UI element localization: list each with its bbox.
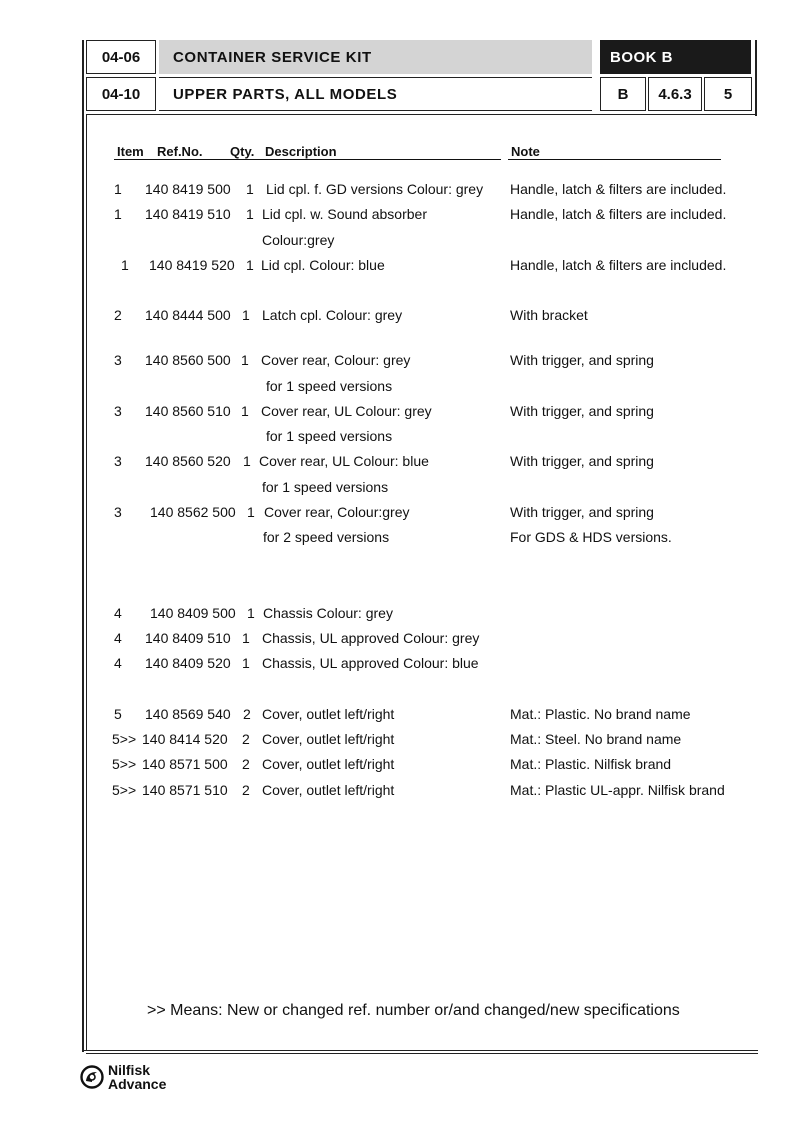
row-description: Lid cpl. w. Sound absorber <box>262 206 427 222</box>
row-qty: 1 <box>241 352 249 368</box>
row-ref-number: 140 8569 540 <box>145 706 231 722</box>
row-qty: 1 <box>246 181 254 197</box>
row-ref-number: 140 8444 500 <box>145 307 231 323</box>
row-description: Cover, outlet left/right <box>262 706 395 722</box>
frame-right-line <box>755 40 757 116</box>
header-code-2: 04-10 <box>86 77 156 111</box>
row-qty: 1 <box>246 206 254 222</box>
frame-left-line <box>82 40 84 1052</box>
row-description: Lid cpl. f. GD versions Colour: grey <box>266 181 484 197</box>
row-note: Handle, latch & filters are included. <box>510 257 727 273</box>
row-qty: 1 <box>243 453 251 469</box>
row-description: Cover rear, UL Colour: blue <box>259 453 429 469</box>
row-note: Handle, latch & filters are included. <box>510 206 727 222</box>
row-ref-number: 140 8414 520 <box>142 731 228 747</box>
row-qty: 2 <box>242 731 250 747</box>
row-description: for 1 speed versions <box>262 479 389 495</box>
row-note: With bracket <box>510 307 588 323</box>
row-ref-number: 140 8571 500 <box>142 756 228 772</box>
row-item: 1 <box>114 181 122 197</box>
page-cell: 5 <box>704 77 752 111</box>
row-ref-number: 140 8419 510 <box>145 206 231 222</box>
row-description: Chassis, UL approved Colour: grey <box>262 630 480 646</box>
row-description: Chassis Colour: grey <box>263 605 393 621</box>
book-label: BOOK B <box>600 40 751 74</box>
row-note: Mat.: Plastic. No brand name <box>510 706 691 722</box>
row-description: Chassis, UL approved Colour: blue <box>262 655 479 671</box>
row-item: 3 <box>114 453 122 469</box>
row-item: 4 <box>114 630 122 646</box>
row-description: Colour:grey <box>262 232 335 248</box>
row-description: Cover rear, Colour: grey <box>261 352 411 368</box>
row-item: 3 <box>114 504 122 520</box>
row-description: Cover, outlet left/right <box>262 756 395 772</box>
row-qty: 2 <box>242 756 250 772</box>
row-description: Cover rear, UL Colour: grey <box>261 403 432 419</box>
brand-line-1: Nilfisk <box>108 1062 151 1078</box>
row-item: 5 <box>114 706 122 722</box>
col-ref: Ref.No. <box>157 144 203 159</box>
row-note: With trigger, and spring <box>510 352 654 368</box>
row-description: Lid cpl. Colour: blue <box>261 257 385 273</box>
row-item: 2 <box>114 307 122 323</box>
row-qty: 1 <box>247 605 255 621</box>
row-item: 3 <box>114 352 122 368</box>
row-note: Mat.: Plastic. Nilfisk brand <box>510 756 672 772</box>
row-qty: 1 <box>241 403 249 419</box>
row-ref-number: 140 8562 500 <box>150 504 236 520</box>
header-title-2: UPPER PARTS, ALL MODELS <box>159 77 592 111</box>
frame-bottom-inner-line <box>86 1053 758 1054</box>
row-ref-number: 140 8409 510 <box>145 630 231 646</box>
row-item: 3 <box>114 403 122 419</box>
frame-top-line <box>86 114 756 115</box>
row-note: For GDS & HDS versions. <box>510 529 672 545</box>
row-ref-number: 140 8409 500 <box>150 605 236 621</box>
row-item: 4 <box>114 655 122 671</box>
row-note: With trigger, and spring <box>510 504 654 520</box>
header-underline-left <box>114 159 501 160</box>
row-note: With trigger, and spring <box>510 453 654 469</box>
number-cell: 4.6.3 <box>648 77 702 111</box>
row-ref-number: 140 8560 520 <box>145 453 231 469</box>
col-description: Description <box>265 144 337 159</box>
row-description: for 1 speed versions <box>266 378 393 394</box>
row-description: Latch cpl. Colour: grey <box>262 307 403 323</box>
row-qty: 2 <box>243 706 251 722</box>
row-note: Mat.: Steel. No brand name <box>510 731 682 747</box>
row-qty: 1 <box>242 630 250 646</box>
col-note: Note <box>511 144 540 159</box>
row-description: Cover rear, Colour:grey <box>264 504 410 520</box>
section-cell: B <box>600 77 646 111</box>
row-item: 5>> <box>112 756 137 772</box>
row-qty: 1 <box>242 655 250 671</box>
row-note: With trigger, and spring <box>510 403 654 419</box>
row-description: Cover, outlet left/right <box>262 782 395 798</box>
row-note: Handle, latch & filters are included. <box>510 181 727 197</box>
row-note: Mat.: Plastic UL-appr. Nilfisk brand <box>510 782 725 798</box>
brand-line-2: Advance <box>108 1076 167 1092</box>
col-item: Item <box>117 144 144 159</box>
row-ref-number: 140 8419 500 <box>145 181 231 197</box>
frame-left-inner-line <box>86 114 87 1050</box>
row-ref-number: 140 8560 500 <box>145 352 231 368</box>
brand-logo <box>80 1063 166 1091</box>
row-ref-number: 140 8560 510 <box>145 403 231 419</box>
frame-bottom-line <box>82 1050 758 1051</box>
row-description: for 2 speed versions <box>263 529 390 545</box>
nilfisk-logo-icon <box>80 1065 104 1089</box>
row-qty: 1 <box>246 257 254 273</box>
header-code-1: 04-06 <box>86 40 156 74</box>
row-qty: 2 <box>242 782 250 798</box>
row-description: Cover, outlet left/right <box>262 731 395 747</box>
legend-note: >> Means: New or changed ref. number or/and changed/new specifications <box>147 1002 680 1019</box>
header-title-1: CONTAINER SERVICE KIT <box>159 40 592 74</box>
row-ref-number: 140 8409 520 <box>145 655 231 671</box>
header-underline-note <box>508 159 721 160</box>
row-qty: 1 <box>247 504 255 520</box>
row-item: 1 <box>114 206 122 222</box>
row-item: 4 <box>114 605 122 621</box>
row-ref-number: 140 8419 520 <box>149 257 235 273</box>
row-description: for 1 speed versions <box>266 428 393 444</box>
row-ref-number: 140 8571 510 <box>142 782 228 798</box>
row-item: 5>> <box>112 731 137 747</box>
row-item: 5>> <box>112 782 137 798</box>
row-qty: 1 <box>242 307 250 323</box>
col-qty: Qty. <box>230 144 255 159</box>
row-item: 1 <box>121 257 129 273</box>
